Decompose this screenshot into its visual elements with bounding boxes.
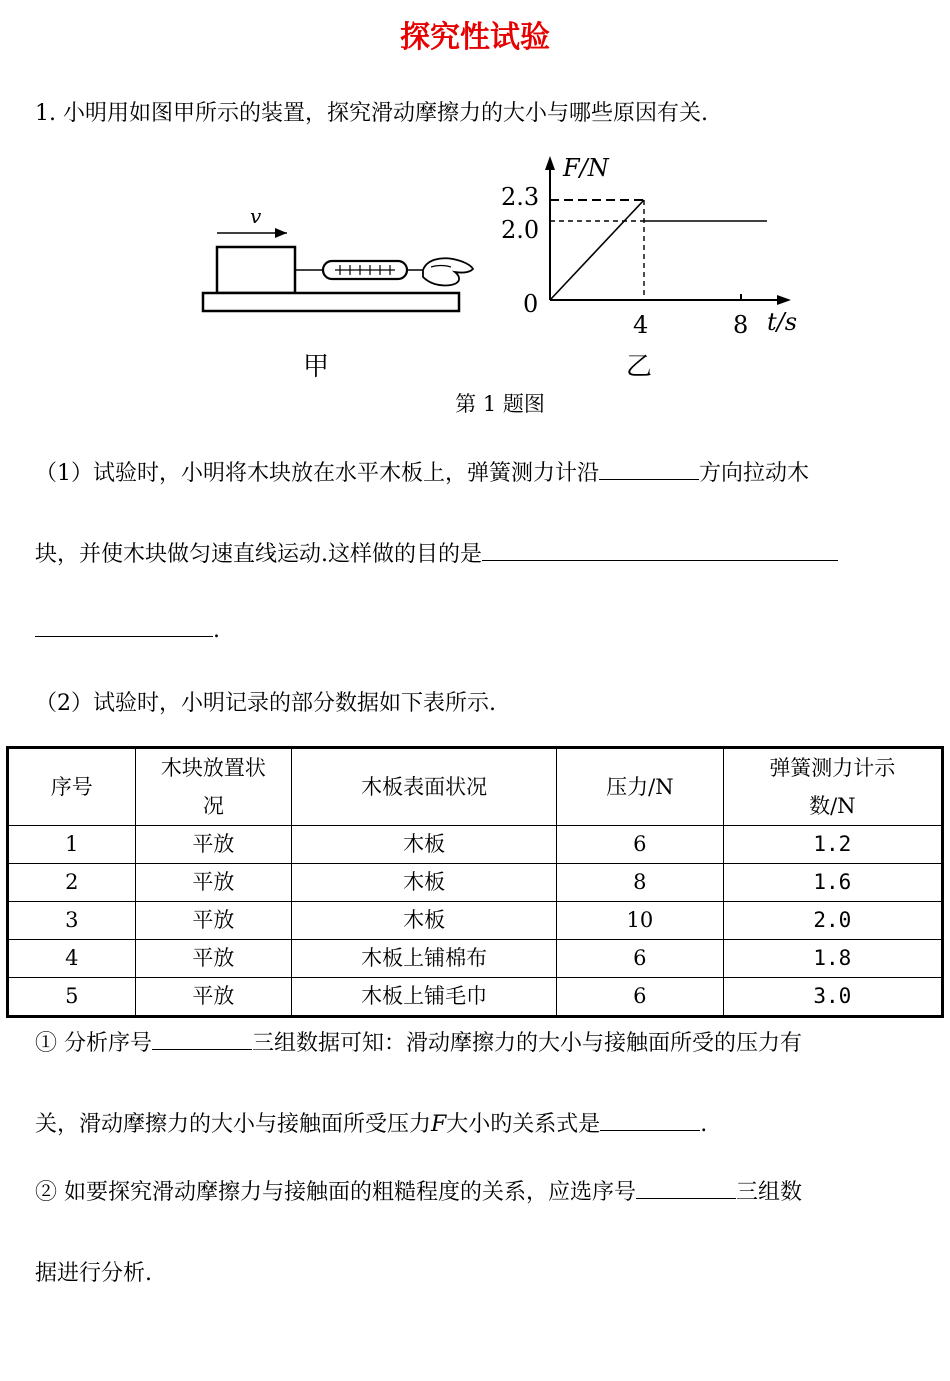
table-row: [8, 978, 943, 1017]
sub2-text-a: ② 如要探究滑动摩擦力与接触面的粗糙程度的关系，应选序号: [35, 1180, 636, 1205]
x-tick-4: 4: [633, 311, 649, 339]
cell-pressure: 6: [557, 940, 724, 978]
part1-text-end: .: [213, 618, 220, 643]
question-intro: 1. 小明用如图甲所示的装置，探究滑动摩擦力的大小与哪些原因有关.: [35, 101, 708, 126]
cell-surface: 木板: [292, 826, 557, 864]
wood-board: [203, 293, 459, 311]
sub1-text-end: .: [700, 1112, 708, 1137]
table-row: [8, 902, 943, 940]
cell-pressure: 8: [557, 864, 724, 902]
force-symbol: F: [431, 1112, 447, 1137]
figure-label-jia: 甲: [303, 352, 330, 382]
answer-blank-groups-1[interactable]: [152, 1031, 252, 1050]
cell-reading: 3.0: [723, 978, 942, 1017]
part1-text-b: 方向拉动木: [699, 461, 810, 486]
sub1-text-b: 三组数据可知：滑动摩擦力的大小与接触面所受的压力有: [252, 1031, 803, 1056]
wood-block: [217, 247, 295, 293]
cell-reading: 1.6: [723, 864, 942, 902]
cell-reading: 2.0: [723, 902, 942, 940]
table-row: [8, 826, 943, 864]
hand-icon: [423, 258, 473, 285]
apparatus-figure: [195, 195, 485, 325]
y-tick-2-3: 2.3: [501, 183, 540, 211]
sub1-text-d: 大小旳关系式是: [446, 1112, 601, 1137]
cell-index: 3: [8, 902, 136, 940]
origin-label: 0: [523, 290, 539, 318]
cell-index: 5: [8, 978, 136, 1017]
part1-line2: [35, 537, 838, 568]
force-curve: [550, 200, 644, 300]
cell-reading: 1.8: [723, 940, 942, 978]
table-row: [8, 940, 943, 978]
cell-surface: 木板: [292, 902, 557, 940]
sub2-line1: [35, 1175, 802, 1206]
cell-pressure: 6: [557, 826, 724, 864]
y-tick-2-0: 2.0: [501, 216, 540, 244]
figure-caption: 第 1 题图: [455, 392, 545, 416]
force-time-graph: [495, 150, 815, 350]
cell-placement: 平放: [135, 826, 291, 864]
answer-blank-purpose[interactable]: [482, 542, 838, 561]
sub1-line2: [35, 1107, 707, 1138]
page-title: 探究性试验: [400, 20, 550, 55]
cell-placement: 平放: [135, 864, 291, 902]
part1-line3: [35, 618, 220, 643]
velocity-label: v: [250, 204, 262, 228]
cell-surface: 木板: [292, 864, 557, 902]
cell-index: 1: [8, 826, 136, 864]
sub1-text-c: 关，滑动摩擦力的大小与接触面所受压力: [35, 1112, 432, 1137]
answer-blank-purpose-cont[interactable]: [35, 618, 213, 637]
answer-blank-relation[interactable]: [600, 1112, 700, 1131]
part1-text-a: （1）试验时，小明将木块放在水平木板上，弹簧测力计沿: [35, 461, 599, 486]
answer-blank-groups-2[interactable]: [636, 1180, 736, 1199]
header-index: 序号: [8, 748, 136, 826]
x-tick-8: 8: [733, 311, 749, 339]
cell-pressure: 10: [557, 902, 724, 940]
sub2-text-b: 三组数: [736, 1180, 803, 1205]
header-placement: 木块放置状 况: [135, 748, 291, 826]
table-header-row: [8, 748, 943, 826]
sub1-text-a: ① 分析序号: [35, 1031, 152, 1056]
data-table: [6, 746, 944, 1018]
cell-reading: 1.2: [723, 826, 942, 864]
cell-placement: 平放: [135, 902, 291, 940]
part2-intro: （2）试验时，小明记录的部分数据如下表所示.: [35, 691, 496, 716]
cell-index: 2: [8, 864, 136, 902]
x-axis-label: t/s: [767, 308, 798, 336]
header-surface: 木板表面状况: [292, 748, 557, 826]
sub2-line2: 据进行分析.: [35, 1261, 152, 1286]
part1-line1: [35, 456, 809, 487]
cell-placement: 平放: [135, 978, 291, 1017]
table-row: [8, 864, 943, 902]
part1-text-c: 块，并使木块做匀速直线运动.这样做的目的是: [35, 542, 482, 567]
cell-placement: 平放: [135, 940, 291, 978]
header-reading: 弹簧测力计示 数/N: [723, 748, 942, 826]
cell-surface: 木板上铺棉布: [292, 940, 557, 978]
cell-pressure: 6: [557, 978, 724, 1017]
sub1-line1: [35, 1026, 802, 1057]
answer-blank-direction[interactable]: [599, 461, 699, 480]
figure-label-yi: 乙: [626, 352, 653, 382]
header-pressure: 压力/N: [557, 748, 724, 826]
cell-surface: 木板上铺毛巾: [292, 978, 557, 1017]
cell-index: 4: [8, 940, 136, 978]
y-axis-label: F/N: [563, 154, 609, 182]
